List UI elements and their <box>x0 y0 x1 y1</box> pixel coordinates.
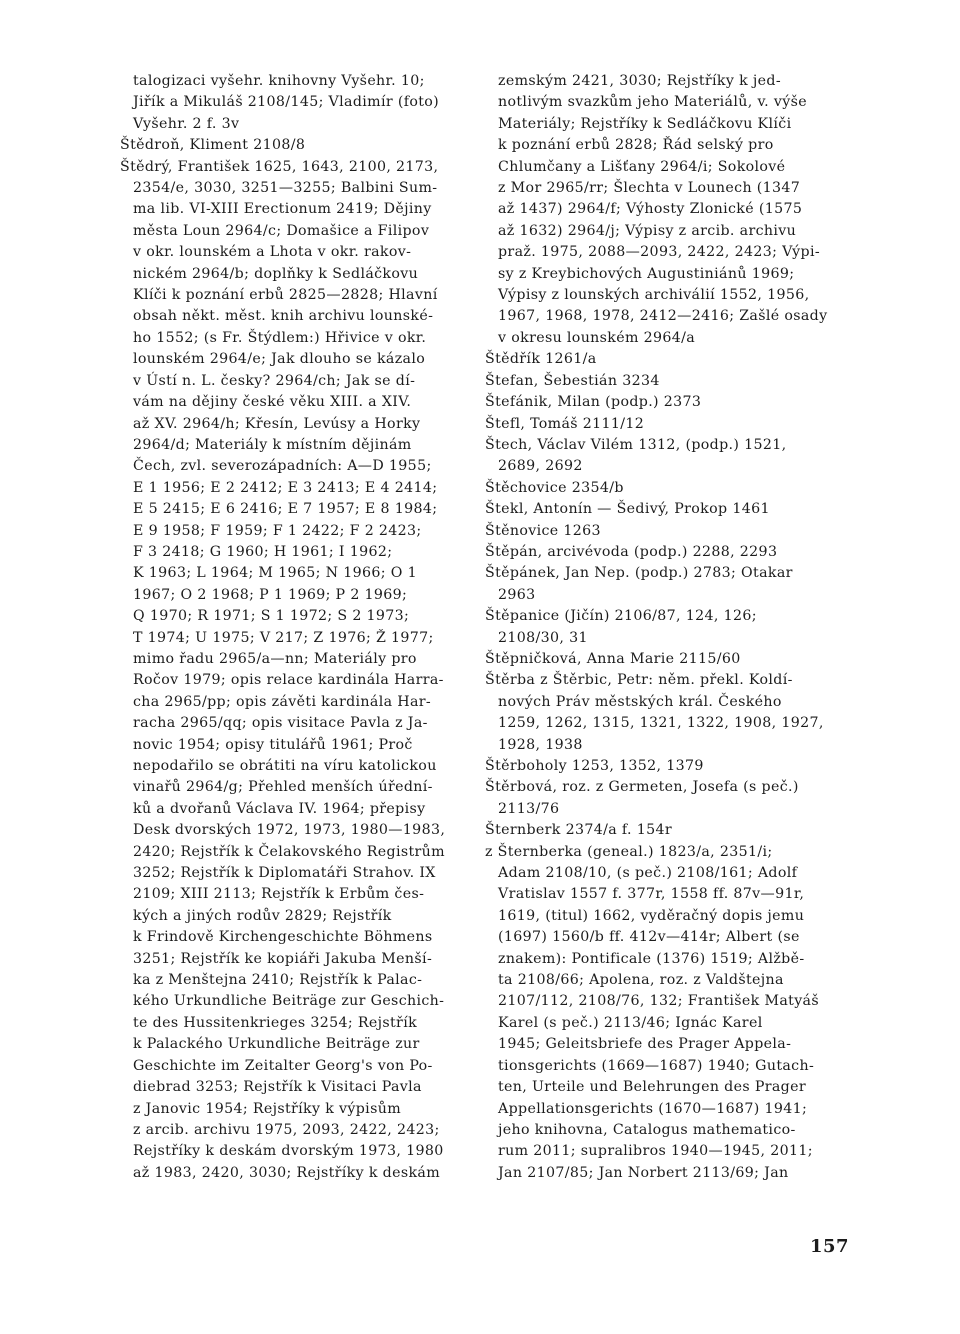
index-entry-continuation: kých a jiných rodův 2829; Rejstřík <box>133 907 392 924</box>
index-entry-continuation: 1259, 1262, 1315, 1321, 1322, 1908, 1927, <box>498 715 824 732</box>
index-entry-continuation: 2420; Rejstřík k Čelakovského Registrům <box>133 843 445 860</box>
index-entry: Štěpničková, Anna Marie 2115/60 <box>485 650 741 667</box>
index-entry-continuation: z arcib. archivu 1975, 2093, 2422, 2423; <box>133 1121 440 1138</box>
index-entry-continuation: 2109; XIII 2113; Rejstřík k Erbům čes- <box>133 886 425 903</box>
index-entry-continuation: 3251; Rejstřík ke kopiáři Jakuba Menší- <box>133 950 433 967</box>
index-entry-continuation: kého Urkundliche Beiträge zur Geschich- <box>133 993 445 1010</box>
index-entry-continuation: Výpisy z lounských archiválií 1552, 1956, <box>498 287 810 304</box>
index-entry-continuation: ten, Urteile und Belehrungen des Prager <box>498 1079 806 1096</box>
index-entry-continuation: Ročov 1979; opis relace kardinála Harra- <box>133 672 444 689</box>
index-entry-continuation: 2107/112, 2108/76, 132; František Matyáš <box>498 993 819 1010</box>
index-entry-continuation: v okr. lounském a Lhota v okr. rakov- <box>133 244 412 261</box>
index-entry-continuation: Desk dvorských 1972, 1973, 1980—1983, <box>133 822 446 839</box>
index-entry-continuation: praž. 1975, 2088—2093, 2422, 2423; Výpi- <box>498 244 820 261</box>
index-entry: Štěrbová, roz. z Germeten, Josefa (s peč.) <box>485 779 799 796</box>
index-entry-continuation: E 1 1956; E 2 2412; E 3 2413; E 4 2414; <box>133 479 438 496</box>
index-entry: Štěpán, arcivévoda (podp.) 2288, 2293 <box>485 543 778 560</box>
index-entry: Štěpanice (Jičín) 2106/87, 124, 126; <box>485 608 757 625</box>
index-entry-continuation: vám na dějiny české věku XIII. a XIV. <box>133 394 412 411</box>
index-entry-continuation: Geschichte im Zeitalter Georg's von Po- <box>133 1057 433 1074</box>
index-entry-continuation: vinařů 2964/g; Přehled menších úřední- <box>133 779 433 796</box>
index-entry: Štědroň, Kliment 2108/8 <box>120 137 306 154</box>
index-entry-continuation: až 1632) 2964/j; Výpisy z arcib. archivu <box>498 222 797 239</box>
index-entry-continuation: zemským 2421, 3030; Rejstříky k jed- <box>498 73 781 89</box>
index-entry-continuation: Materiály; Rejstříky k Sedláčkovu Klíči <box>498 115 792 132</box>
index-entry-continuation: 2689, 2692 <box>498 458 583 475</box>
index-entry: Štědrý, František 1625, 1643, 2100, 2173, <box>120 158 439 175</box>
index-entry-continuation: rum 2011; supralibros 1940—1945, 2011; <box>498 1143 813 1160</box>
index-entry-continuation: nepodařilo se obrátiti na víru katolickou <box>133 758 437 774</box>
index-entry-continuation: K 1963; L 1964; M 1965; N 1966; O 1 <box>133 565 418 582</box>
index-entry-continuation: Appellationsgerichts (1670—1687) 1941; <box>498 1100 808 1117</box>
index-entry: Štefánik, Milan (podp.) 2373 <box>485 394 702 411</box>
index-entry-continuation: notlivým svazkům jeho Materiálů, v. výše <box>498 94 807 111</box>
index-entry-continuation: racha 2965/qq; opis visitace Pavla z Ja- <box>133 715 428 732</box>
index-entry-continuation: 2964/d; Materiály k místním dějinám <box>133 436 412 453</box>
index-entry-continuation: ho 1552; (s Fr. Štýdlem:) Hřivice v okr. <box>133 329 427 346</box>
index-entry-continuation: Q 1970; R 1971; S 1 1972; S 2 1973; <box>133 608 410 625</box>
index-entry: Šternberk 2374/a f. 154r <box>485 822 672 839</box>
index-entry-continuation: Vratislav 1557 f. 377r, 1558 ff. 87v—91r, <box>498 886 805 903</box>
index-entry-continuation: až XV. 2964/h; Křesín, Levúsy a Horky <box>133 415 421 432</box>
index-entry-continuation: k poznání erbů 2828; Řád selský pro <box>498 137 774 154</box>
index-entry: Štech, Václav Vilém 1312, (podp.) 1521, <box>485 436 787 453</box>
index-entry-continuation: k Palackého Urkundliche Beiträge zur <box>133 1036 420 1053</box>
index-entry: Štefl, Tomáš 2111/12 <box>485 415 645 432</box>
index-entry-continuation: 1928, 1938 <box>498 736 583 753</box>
index-entry-continuation: města Loun 2964/c; Domašice a Filipov <box>133 222 430 239</box>
index-entry: Štěrboholy 1253, 1352, 1379 <box>485 758 704 774</box>
index-entry-continuation: sy z Kreybichových Augustiniánů 1969; <box>498 265 795 282</box>
index-entry-continuation: z Mor 2965/rr; Šlechta v Lounech (1347 <box>498 180 801 197</box>
index-entry: Štědřík 1261/a <box>485 351 597 368</box>
index-entry: Štěpánek, Jan Nep. (podp.) 2783; Otakar <box>485 565 793 582</box>
index-entry-continuation: 2963 <box>498 586 536 603</box>
index-entry-continuation: jeho knihovna, Catalogus mathematico- <box>498 1121 796 1138</box>
index-entry-continuation: Jan 2107/85; Jan Norbert 2113/69; Jan <box>498 1164 789 1181</box>
index-entry-continuation: 1945; Geleitsbriefe des Prager Appela- <box>498 1036 792 1053</box>
index-entry-continuation: Jiřík a Mikuláš 2108/145; Vladimír (foto) <box>133 94 440 111</box>
index-entry-continuation: 1967; O 2 1968; P 1 1969; P 2 1969; <box>133 586 408 603</box>
index-entry: Štěchovice 2354/b <box>485 479 624 496</box>
index-entry: Štefan, Šebestián 3234 <box>485 372 660 389</box>
index-entry-continuation: E 5 2415; E 6 2416; E 7 1957; E 8 1984; <box>133 501 438 518</box>
index-entry-continuation: 1619, (titul) 1662, vyděračný dopis jemu <box>498 907 805 924</box>
index-entry-continuation: E 9 1958; F 1959; F 1 2422; F 2 2423; <box>133 522 422 539</box>
index-entry-continuation: 2113/76 <box>498 800 560 817</box>
index-entry-continuation: Adam 2108/10, (s peč.) 2108/161; Adolf <box>498 865 798 882</box>
index-entry: Štěnovice 1263 <box>485 522 601 539</box>
index-entry-continuation: cha 2965/pp; opis závěti kardinála Har- <box>133 693 432 710</box>
index-entry-continuation: až 1437) 2964/f; Výhosty Zlonické (1575 <box>498 201 803 218</box>
index-entry-continuation: ka z Menštejna 2410; Rejstřík k Palac- <box>133 972 423 989</box>
index-entry-continuation: ta 2108/66; Apolena, roz. z Valdštejna <box>498 972 784 989</box>
index-entry-continuation: až 1983, 2420, 3030; Rejstříky k deskám <box>133 1164 441 1181</box>
index-entry-continuation: mimo řadu 2965/a—nn; Materiály pro <box>133 650 417 667</box>
index-entry-continuation: k Frindově Kirchengeschichte Böhmens <box>133 929 433 946</box>
index-entry-continuation: Rejstříky k deskám dvorským 1973, 1980 <box>133 1143 444 1160</box>
right-index-column <box>485 71 847 1184</box>
index-entry-continuation: F 3 2418; G 1960; H 1961; I 1962; <box>133 543 393 560</box>
index-entry-continuation: novic 1954; opisy titulářů 1961; Proč <box>133 736 413 753</box>
index-entry-continuation: ma lib. VI-XIII Erectionum 2419; Dějiny <box>133 201 432 218</box>
index-entry-continuation: Čech, zvl. severozápadních: A—D 1955; <box>133 458 432 475</box>
index-entry: z Šternberka (geneal.) 1823/a, 2351/i; <box>485 843 773 860</box>
index-entry-continuation: T 1974; U 1975; V 217; Z 1976; Ž 1977; <box>133 629 434 646</box>
index-entry-continuation: lounském 2964/e; Jak dlouho se kázalo <box>133 351 426 368</box>
index-entry-continuation: Karel (s peč.) 2113/46; Ignác Karel <box>498 1014 763 1031</box>
left-index-column <box>120 71 464 1184</box>
index-entry-continuation: 2354/e, 3030, 3251—3255; Balbini Sum- <box>133 180 438 197</box>
index-entry-continuation: (1697) 1560/b ff. 412v—414r; Albert (se <box>498 929 800 946</box>
index-entry: Štěrba z Štěrbic, Petr: něm. překl. Koldí- <box>485 672 793 689</box>
index-entry-continuation: znakem): Pontificale (1376) 1519; Alžbě- <box>498 950 805 967</box>
index-entry-continuation: nickém 2964/b; doplňky k Sedláčkovu <box>133 265 419 282</box>
index-entry-continuation: 1967, 1968, 1978, 2412—2416; Zašlé osady <box>498 308 828 325</box>
index-entry-continuation: nových Práv městských král. Českého <box>498 693 782 710</box>
index-entry-continuation: tionsgerichts (1669—1687) 1940; Gutach- <box>498 1057 815 1074</box>
index-entry-continuation: talogizaci vyšehr. knihovny Vyšehr. 10; <box>133 73 425 89</box>
index-entry: Štekl, Antonín — Šedivý, Prokop 1461 <box>485 501 770 518</box>
index-entry-continuation: v okresu lounském 2964/a <box>498 329 696 346</box>
index-entry-continuation: obsah někt. měst. knih archivu lounské- <box>133 308 434 325</box>
index-entry-continuation: 3252; Rejstřík k Diplomatáři Strahov. IX <box>133 865 436 882</box>
index-entry-continuation: diebrad 3253; Rejstřík k Visitaci Pavla <box>133 1079 422 1096</box>
index-entry-continuation: te des Hussitenkrieges 3254; Rejstřík <box>133 1014 418 1031</box>
index-entry-continuation: Chlumčany a Lišťany 2964/i; Sokolové <box>498 158 786 175</box>
index-entry-continuation: 2108/30, 31 <box>498 629 588 646</box>
index-entry-continuation: Vyšehr. 2 f. 3v <box>133 115 240 132</box>
page-number: 157 <box>810 1236 850 1257</box>
index-entry-continuation: ků a dvořanů Václava IV. 1964; přepisy <box>133 800 426 817</box>
index-entry-continuation: Klíči k poznání erbů 2825—2828; Hlavní <box>133 287 438 304</box>
index-entry-continuation: z Janovic 1954; Rejstříky k výpisům <box>133 1100 401 1117</box>
index-entry-continuation: v Ústí n. L. česky? 2964/ch; Jak se dí- <box>133 372 416 389</box>
